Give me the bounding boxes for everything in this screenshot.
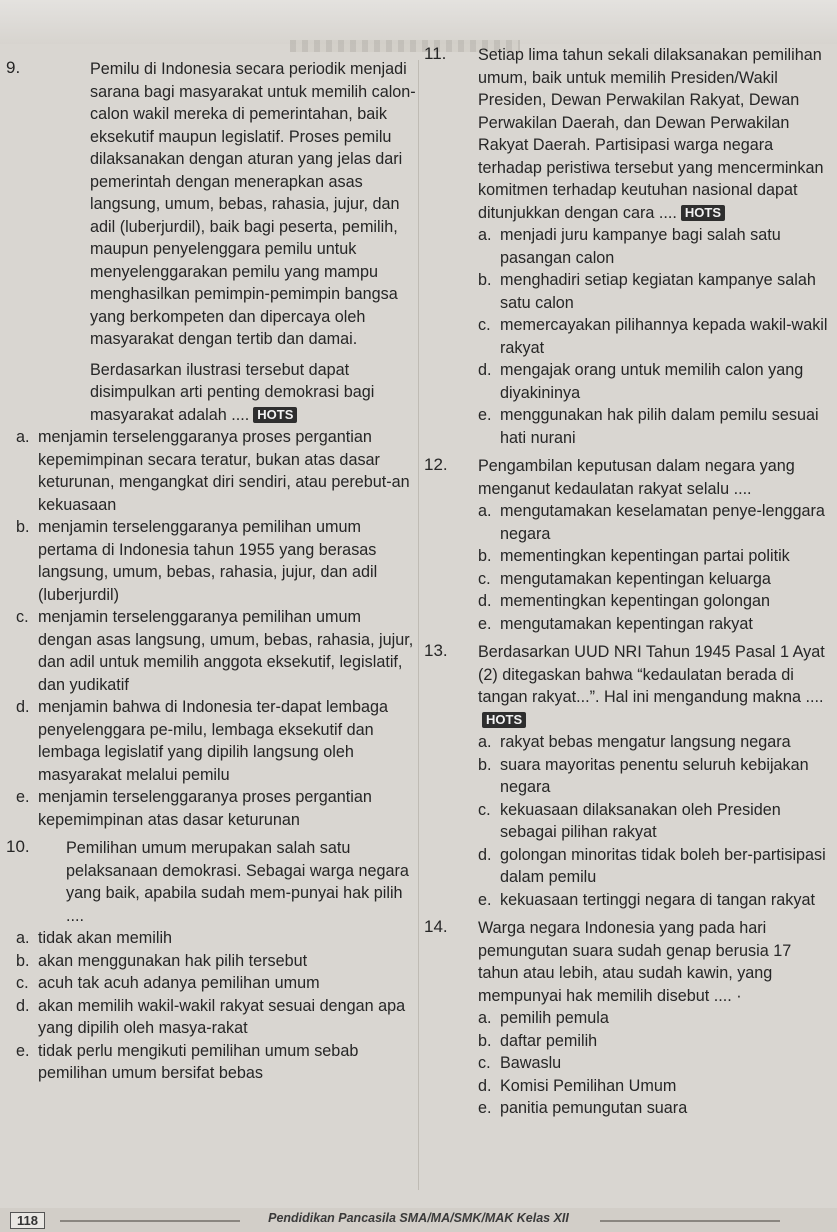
question-passage: Pemilu di Indonesia secara periodik menjadi sarana bagi masyarakat untuk memilih calon-calon wakil mereka di pemerintahan, baik eksekutif maupun legislatif. Proses pemilu dilaksanakan dengan aturan yang jelas dari pemerintah dengan menerapkan asas langsung, umum, bebas, rahasia, jujur, dan adil (luberjurdil), baik bagi peserta, pemilih, maupun penyelenggara pemilu untuk menyelenggarakan pemilu yang mampu menghasilkan pemimpin-pemimpin bangsa yang berkompeten dan dipercaya oleh masyarakat dengan tertib dan damai. [90, 60, 416, 348]
option-e[interactable] [478, 1097, 832, 1120]
option-text: mengutamakan kepentingan keluarga [500, 569, 771, 588]
option-letter: d. [478, 592, 492, 610]
option-d[interactable] [478, 1075, 832, 1098]
option-a[interactable] [16, 426, 416, 516]
question-prompt [90, 359, 416, 427]
option-letter: b. [478, 271, 492, 289]
page-top-shadow [0, 0, 837, 44]
option-b[interactable] [478, 1030, 832, 1053]
option-text: Komisi Pemilihan Umum [500, 1076, 677, 1095]
option-letter: e. [478, 406, 492, 424]
question-text [478, 641, 832, 731]
footer-book-title: Pendidikan Pancasila SMA/MA/SMK/MAK Kelas XII [268, 1211, 569, 1225]
option-letter: e. [478, 614, 492, 633]
option-c[interactable] [16, 972, 416, 995]
question-12 [424, 455, 832, 635]
option-text: memercayakan pilihannya kepada wakil-wakil rakyat [500, 316, 828, 357]
option-text: pemilih pemula [500, 1009, 609, 1027]
question-text: Warga negara Indonesia yang pada hari pemungutan suara sudah genap berusia 17 tahun atau lebih, atau sudah kawin, yang mempunyai hak memilih disebut .... · [478, 919, 792, 1005]
option-e[interactable] [478, 613, 832, 636]
option-letter: d. [478, 845, 492, 864]
question-number: 11. [424, 44, 447, 63]
question-14 [424, 917, 832, 1120]
option-letter: b. [478, 755, 492, 774]
option-d[interactable] [478, 844, 832, 889]
option-b[interactable] [478, 545, 832, 568]
page-number: 118 [10, 1212, 45, 1229]
option-c[interactable] [16, 606, 416, 696]
question-13 [424, 641, 832, 911]
option-a[interactable] [478, 224, 832, 269]
option-b[interactable] [478, 269, 832, 314]
option-text: menjamin bahwa di Indonesia ter-dapat lembaga penyelenggara pe-milu, lembaga eksekutif dan lembaga legislatif yang dipilih langsung oleh masyarakat melalui pemilu [38, 698, 389, 784]
option-text: menghadiri setiap kegiatan kampanye salah satu calon [500, 271, 816, 312]
option-letter: c. [478, 569, 491, 588]
right-column [424, 44, 832, 1126]
option-text: menjamin terselenggaranya proses pergantian kepemimpinan atas dasar keturunan [38, 788, 372, 829]
option-text: menjamin terselenggaranya proses pergantian kepemimpinan secara teratur, bukan atas dasar keturunan, mengangkat diri sendiri, atau perebut-an kekuasaan [38, 428, 410, 514]
option-letter: b. [478, 1031, 492, 1050]
option-letter: c. [478, 1054, 491, 1072]
column-divider [418, 60, 419, 1190]
option-b[interactable] [16, 950, 416, 973]
answer-options [16, 426, 416, 831]
question-11 [424, 44, 832, 449]
option-letter: d. [16, 996, 30, 1015]
option-letter: c. [16, 974, 29, 992]
option-letter: e. [478, 1099, 492, 1117]
option-text: menggunakan hak pilih dalam pemilu sesuai hati nurani [500, 406, 819, 447]
option-text: tidak akan memilih [38, 929, 173, 947]
option-d[interactable] [16, 995, 416, 1040]
option-b[interactable] [16, 516, 416, 606]
option-d[interactable] [478, 590, 832, 613]
question-9 [6, 58, 416, 831]
option-text: menjamin terselenggaranya pemilihan umum pertama di Indonesia tahun 1955 yang berasas langsung, umum, bebas, rahasia, jujur, dan adil (luberjurdil) [38, 518, 378, 604]
option-text: golongan minoritas tidak boleh ber-partisipasi dalam pemilu [500, 845, 826, 886]
option-text: mementingkan kepentingan partai politik [500, 547, 790, 565]
option-text: kekuasaan dilaksanakan oleh Presiden sebagai pilihan rakyat [500, 800, 781, 841]
option-text: mementingkan kepentingan golongan [500, 592, 770, 610]
option-e[interactable] [478, 889, 832, 912]
question-number: 14. [424, 917, 448, 936]
option-text: kekuasaan tertinggi negara di tangan rakyat [500, 890, 815, 909]
answer-options [478, 731, 832, 911]
question-text: Pemilihan umum merupakan salah satu pelaksanaan demokrasi. Sebagai warga negara yang baik, apabila sudah mem-punyai hak pilih .... [66, 839, 409, 925]
hots-badge: HOTS [482, 712, 526, 728]
question-number: 10. [6, 837, 30, 856]
option-text: acuh tak acuh adanya pemilihan umum [38, 974, 320, 992]
option-e[interactable] [16, 1040, 416, 1085]
question-prompt-text: Berdasarkan ilustrasi tersebut dapat disimpulkan arti penting demokrasi bagi masyarakat adalah .... [90, 360, 375, 424]
question-text-content: Setiap lima tahun sekali dilaksanakan pemilihan umum, baik untuk memilih Presiden/Wakil Presiden, Dewan Perwakilan Rakyat, Dewan Perwakilan Daerah, dan Dewan Perwakilan Rakyat Daerah. Partisipasi warga negara terhadap peristiwa tersebut yang mencerminkan komitmen terhadap keutuhan nasional dapat ditunjukkan dengan cara .... [478, 46, 824, 222]
option-a[interactable] [16, 927, 416, 950]
hots-badge: HOTS [681, 205, 725, 221]
option-text: suara mayoritas penentu seluruh kebijakan negara [500, 755, 809, 796]
option-letter: b. [16, 951, 30, 970]
option-letter: c. [16, 608, 29, 626]
left-column [6, 58, 416, 1091]
option-a[interactable] [478, 1007, 832, 1030]
option-d[interactable] [478, 359, 832, 404]
option-letter: b. [16, 518, 30, 536]
option-e[interactable] [478, 404, 832, 449]
option-a[interactable] [478, 500, 832, 545]
option-letter: c. [478, 800, 491, 819]
option-text: menjamin terselenggaranya pemilihan umum dengan asas langsung, umum, bebas, rahasia, jujur, dan adil untuk memilih anggota eksekutif, legislatif, dan yudikatif [38, 608, 414, 694]
answer-options [478, 500, 832, 635]
question-number: 9. [6, 58, 21, 77]
option-text: mengutamakan kepentingan rakyat [500, 614, 753, 633]
option-letter: a. [478, 502, 492, 520]
option-text: tidak perlu mengikuti pemilihan umum sebab pemilihan umum bersifat bebas [38, 1041, 359, 1082]
question-text [478, 44, 832, 224]
answer-options [478, 1007, 832, 1120]
option-letter: a. [16, 929, 30, 947]
question-number: 13. [424, 641, 448, 660]
option-text: akan memilih wakil-wakil rakyat sesuai dengan apa yang dipilih oleh masya-rakat [38, 996, 406, 1037]
option-c[interactable] [478, 799, 832, 844]
option-c[interactable] [478, 314, 832, 359]
option-letter: a. [478, 733, 492, 751]
option-text: daftar pemilih [500, 1031, 598, 1050]
option-letter: d. [478, 361, 492, 379]
option-letter: e. [478, 890, 492, 909]
option-letter: a. [478, 226, 492, 244]
option-letter: e. [16, 788, 30, 806]
answer-options [16, 927, 416, 1085]
option-text: mengutamakan keselamatan penye-lenggara negara [500, 502, 825, 543]
option-text: mengajak orang untuk memilih calon yang diyakininya [500, 361, 804, 402]
option-c[interactable] [478, 568, 832, 591]
option-text: rakyat bebas mengatur langsung negara [500, 733, 791, 751]
answer-options [478, 224, 832, 449]
option-e[interactable] [16, 786, 416, 831]
question-number: 12. [424, 455, 448, 474]
option-letter: b. [478, 547, 492, 565]
option-d[interactable] [16, 696, 416, 786]
option-letter: e. [16, 1041, 30, 1060]
hots-badge: HOTS [253, 407, 297, 423]
option-text: Bawaslu [500, 1054, 562, 1072]
option-letter: d. [478, 1076, 492, 1095]
question-10 [6, 837, 416, 1085]
option-c[interactable] [478, 1052, 832, 1075]
option-text: akan menggunakan hak pilih tersebut [38, 951, 308, 970]
question-text-content: Berdasarkan UUD NRI Tahun 1945 Pasal 1 Ayat (2) ditegaskan bahwa “kedaulatan berada di tangan rakyat...”. Hal ini mengandung makna .... [478, 643, 825, 706]
option-a[interactable] [478, 731, 832, 754]
option-text: panitia pemungutan suara [500, 1099, 688, 1117]
option-letter: a. [478, 1009, 492, 1027]
option-b[interactable] [478, 754, 832, 799]
option-letter: d. [16, 698, 30, 716]
option-letter: a. [16, 428, 30, 446]
option-text: menjadi juru kampanye bagi salah satu pasangan calon [500, 226, 781, 267]
option-letter: c. [478, 316, 491, 334]
question-text: Pengambilan keputusan dalam negara yang menganut kedaulatan rakyat selalu .... [478, 457, 795, 498]
